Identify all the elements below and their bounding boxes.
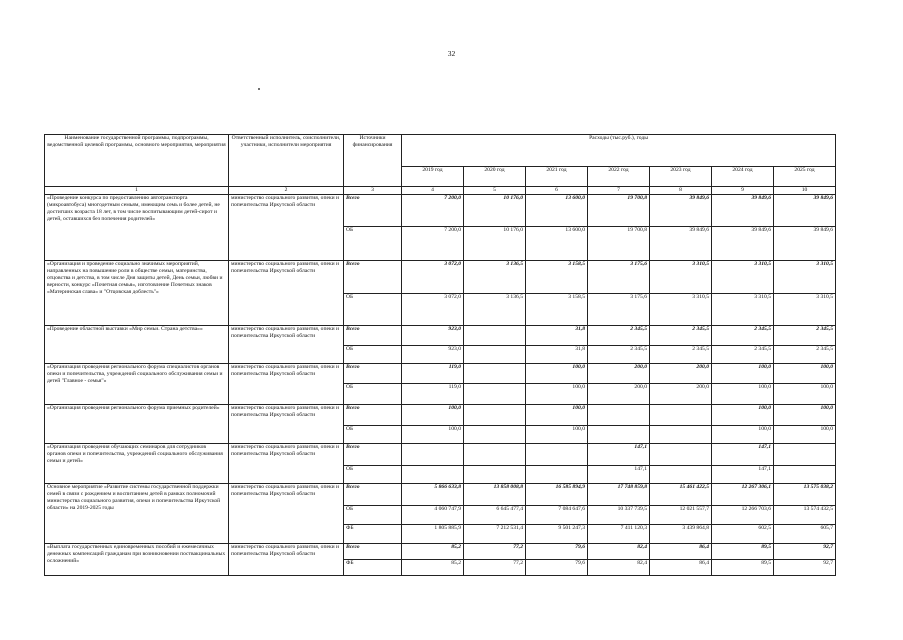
expense-value: 13 575 038,2	[774, 483, 836, 505]
expense-value: 31,8	[526, 325, 588, 345]
expense-value: 7 084 647,6	[526, 505, 588, 524]
funding-source: ОБ	[344, 293, 402, 325]
expense-value: 77,2	[464, 559, 526, 575]
expense-value: 119,0	[402, 383, 464, 404]
year-header: 2021 год	[526, 167, 588, 187]
expense-value: 6 645 477,4	[464, 505, 526, 524]
scan-speck	[258, 88, 260, 90]
expense-value: 17 748 859,8	[588, 483, 650, 505]
expense-value: 2 345,5	[774, 325, 836, 345]
expense-value: 3 158,5	[526, 293, 588, 325]
expense-value: 5 866 633,8	[402, 483, 464, 505]
expense-value: 86,4	[650, 559, 712, 575]
executor-cell: министерство социального развития, опеки и попечительства Иркутской области	[229, 483, 344, 543]
expense-value: 200,0	[588, 363, 650, 383]
expense-value: 3 439 864,8	[650, 524, 712, 543]
expense-value: 3 310,5	[650, 260, 712, 293]
expense-value	[464, 345, 526, 363]
expense-value: 16 585 894,9	[526, 483, 588, 505]
table-row	[45, 483, 836, 505]
expense-value: 12 267 306,1	[712, 483, 774, 505]
funding-source: ОБ	[344, 425, 402, 443]
expense-value: 85,2	[402, 559, 464, 575]
expense-value: 39 849,6	[774, 226, 836, 260]
expense-value: 39 849,6	[774, 194, 836, 226]
expense-value	[650, 404, 712, 425]
expense-value: 100,0	[712, 404, 774, 425]
table-row	[45, 404, 836, 425]
expense-value: 15 461 422,5	[650, 483, 712, 505]
column-number: 8	[650, 187, 712, 195]
activity-name: «Организация проведения обучающих семинаров для сотрудников органов опеки и попечительства, учреждений социального обслуживания семьи и детей»	[45, 443, 229, 483]
executor-cell: министерство социального развития, опеки и попечительства Иркутской области	[229, 325, 344, 363]
expense-value: 100,0	[774, 363, 836, 383]
expense-value: 2 345,5	[650, 325, 712, 345]
expense-value: 100,0	[526, 363, 588, 383]
expense-value: 82,4	[588, 543, 650, 559]
funding-source: ОБ	[344, 345, 402, 363]
expense-value: 200,0	[650, 383, 712, 404]
expense-value: 39 849,6	[712, 194, 774, 226]
table-row	[45, 325, 836, 345]
expense-value: 79,6	[526, 559, 588, 575]
expense-value: 2 345,5	[774, 345, 836, 363]
expense-value: 100,0	[774, 383, 836, 404]
expense-value: 923,0	[402, 345, 464, 363]
expense-value: 2 345,5	[588, 325, 650, 345]
table-row	[45, 443, 836, 465]
expense-value: 39 849,6	[650, 194, 712, 226]
expense-value	[464, 325, 526, 345]
expense-value: 3 310,5	[650, 293, 712, 325]
executor-cell: министерство социального развития, опеки и попечительства Иркутской области	[229, 404, 344, 443]
header-executor: Ответственный исполнитель, соисполнители, участники, исполнители мероприятия	[229, 135, 344, 187]
expense-value	[650, 465, 712, 483]
executor-cell: министерство социального развития, опеки и попечительства Иркутской области	[229, 194, 344, 260]
expense-value: 92,7	[774, 559, 836, 575]
expense-value: 77,2	[464, 543, 526, 559]
expense-value	[526, 465, 588, 483]
column-number: 9	[712, 187, 774, 195]
expense-value: 3 158,5	[526, 260, 588, 293]
year-header: 2024 год	[712, 167, 774, 187]
funding-source: ОБ	[344, 226, 402, 260]
expense-value	[464, 363, 526, 383]
expense-value	[650, 425, 712, 443]
expense-value: 3 310,5	[774, 293, 836, 325]
funding-source: ОБ	[344, 383, 402, 404]
header-source: Источники финансирования	[344, 135, 402, 187]
funding-source: Всего	[344, 404, 402, 425]
expense-value: 100,0	[712, 363, 774, 383]
expense-value	[650, 443, 712, 465]
table-row	[45, 363, 836, 383]
expense-value: 1 805 885,9	[402, 524, 464, 543]
table-row	[45, 194, 836, 226]
header-expenses: Расходы (тыс.руб.), годы	[402, 135, 836, 167]
expense-value: 9 501 247,3	[526, 524, 588, 543]
activity-name: «Организация проведения регионального форума приемных родителей»	[45, 404, 229, 443]
activity-name: «Организация проведения регионального форума специалистов органов опеки и попечительства, учреждений социального обслуживания семьи и детей "Главное - семья"»	[45, 363, 229, 404]
column-number: 2	[229, 187, 344, 195]
expense-value	[464, 465, 526, 483]
column-number: 5	[464, 187, 526, 195]
activity-name: «Организация и проведение социально значимых мероприятий, направленных на повышение роли в обществе семьи, материнства, отцовства и детства, в том числе Дня защиты детей, День семьи, любви и верности, конкурс «Почетная семья», изготовление Почетных знаков «Материнская слава» и "Отцовская доблесть"»	[45, 260, 229, 325]
executor-cell: министерство социального развития, опеки и попечительства Иркутской области	[229, 363, 344, 404]
expense-value	[464, 383, 526, 404]
expense-value	[464, 443, 526, 465]
expense-value: 10 176,0	[464, 194, 526, 226]
expense-value: 200,0	[650, 363, 712, 383]
funding-source: Всего	[344, 483, 402, 505]
expense-value	[588, 404, 650, 425]
expense-value: 3 175,6	[588, 293, 650, 325]
executor-cell: министерство социального развития, опеки и попечительства Иркутской области	[229, 260, 344, 325]
expense-value: 2 345,5	[588, 345, 650, 363]
expense-value: 86,4	[650, 543, 712, 559]
expense-value: 89,5	[712, 559, 774, 575]
expense-value	[588, 425, 650, 443]
activity-name: «Проведение конкурса по предоставлению автотранспорта (микроавтобуса) многодетным семьям, имеющим семь и более детей, не достигших возраста 18 лет, в том числе воспитывающим детей-сирот и детей, оставшихся без попечения родителей»	[45, 194, 229, 260]
expense-value	[774, 465, 836, 483]
expense-value: 7 411 120,3	[588, 524, 650, 543]
expense-value: 12 266 703,6	[712, 505, 774, 524]
column-number: 7	[588, 187, 650, 195]
column-number: 3	[344, 187, 402, 195]
executor-cell: министерство социального развития, опеки и попечительства Иркутской области	[229, 543, 344, 575]
expense-value: 4 060 747,9	[402, 505, 464, 524]
expense-value	[464, 425, 526, 443]
column-number: 1	[45, 187, 229, 195]
expense-value: 100,0	[712, 425, 774, 443]
expense-value: 923,0	[402, 325, 464, 345]
expense-value: 602,5	[712, 524, 774, 543]
expense-value: 3 175,6	[588, 260, 650, 293]
expense-value: 19 700,8	[588, 194, 650, 226]
expense-value: 3 310,5	[774, 260, 836, 293]
expense-value	[464, 404, 526, 425]
expense-value: 3 072,0	[402, 293, 464, 325]
activity-name: Основное мероприятие «Развитие системы государственной поддержки семей в связи с рождением и воспитанием детей в рамках полномочий министерства социального развития, опеки и попечительства Иркутской области» на 2019-2025 годы	[45, 483, 229, 543]
expense-value: 39 849,6	[712, 226, 774, 260]
column-number: 4	[402, 187, 464, 195]
funding-source: Всего	[344, 325, 402, 345]
funding-source: Всего	[344, 260, 402, 293]
column-number: 10	[774, 187, 836, 195]
funding-source: ОБ	[344, 465, 402, 483]
expense-value: 31,8	[526, 345, 588, 363]
expense-value: 147,1	[588, 443, 650, 465]
expense-value: 100,0	[402, 425, 464, 443]
expense-value: 79,6	[526, 543, 588, 559]
expense-value: 12 021 557,7	[650, 505, 712, 524]
expense-value: 100,0	[774, 404, 836, 425]
expense-value: 605,7	[774, 524, 836, 543]
expense-value: 2 345,5	[712, 345, 774, 363]
year-header: 2022 год	[588, 167, 650, 187]
expense-value: 119,0	[402, 363, 464, 383]
expense-value: 3 136,5	[464, 293, 526, 325]
expenditure-table	[44, 134, 836, 576]
expense-value: 147,1	[712, 465, 774, 483]
page-number: 32	[447, 49, 456, 58]
funding-source: Всего	[344, 443, 402, 465]
funding-source: Всего	[344, 194, 402, 226]
expense-value: 100,0	[526, 425, 588, 443]
expense-value: 82,4	[588, 559, 650, 575]
executor-cell: министерство социального развития, опеки и попечительства Иркутской области	[229, 443, 344, 483]
year-header: 2023 год	[650, 167, 712, 187]
expense-value: 13 600,0	[526, 226, 588, 260]
expense-value: 10 337 739,5	[588, 505, 650, 524]
expense-value: 85,2	[402, 543, 464, 559]
activity-name: «Выплата государственных единовременных пособий и ежемесячных денежных компенсаций гражданам при возникновении поствакцинальных осложнений»	[45, 543, 229, 575]
expense-value: 13 600,0	[526, 194, 588, 226]
expense-value: 13 858 008,8	[464, 483, 526, 505]
expense-value: 200,0	[588, 383, 650, 404]
funding-source: ФБ	[344, 524, 402, 543]
expense-value: 3 310,5	[712, 293, 774, 325]
expense-value: 39 849,6	[650, 226, 712, 260]
expense-value: 92,7	[774, 543, 836, 559]
expense-value: 13 574 432,5	[774, 505, 836, 524]
expense-value: 7 200,0	[402, 194, 464, 226]
header-name: Наименование государственной программы, подпрограммы, ведомственной целевой программы, основного мероприятия, мероприятия	[45, 135, 229, 187]
expense-value: 2 345,5	[650, 345, 712, 363]
expense-value	[402, 443, 464, 465]
expense-value: 3 072,0	[402, 260, 464, 293]
table-row	[45, 543, 836, 559]
column-number: 6	[526, 187, 588, 195]
expense-value: 100,0	[712, 383, 774, 404]
year-header: 2025 год	[774, 167, 836, 187]
expense-value: 7 200,0	[402, 226, 464, 260]
funding-source: ФБ	[344, 559, 402, 575]
table-row	[45, 260, 836, 293]
expense-value	[526, 443, 588, 465]
funding-source: Всего	[344, 363, 402, 383]
funding-source: ОБ	[344, 505, 402, 524]
expense-value: 100,0	[774, 425, 836, 443]
expense-value: 3 136,5	[464, 260, 526, 293]
expense-value: 89,5	[712, 543, 774, 559]
expense-value: 100,0	[526, 404, 588, 425]
expense-value: 10 176,0	[464, 226, 526, 260]
expense-value: 19 700,8	[588, 226, 650, 260]
expense-value: 147,1	[588, 465, 650, 483]
expense-value	[774, 443, 836, 465]
year-header: 2019 год	[402, 167, 464, 187]
expense-value: 7 212 531,4	[464, 524, 526, 543]
expense-value: 3 310,5	[712, 260, 774, 293]
expense-value: 100,0	[402, 404, 464, 425]
expense-value: 100,0	[526, 383, 588, 404]
expense-value: 2 345,5	[712, 325, 774, 345]
expense-value	[402, 465, 464, 483]
expense-value: 147,1	[712, 443, 774, 465]
activity-name: «Проведение областной выставки «Мир семьи. Страна детства»»	[45, 325, 229, 363]
year-header: 2020 год	[464, 167, 526, 187]
funding-source: Всего	[344, 543, 402, 559]
